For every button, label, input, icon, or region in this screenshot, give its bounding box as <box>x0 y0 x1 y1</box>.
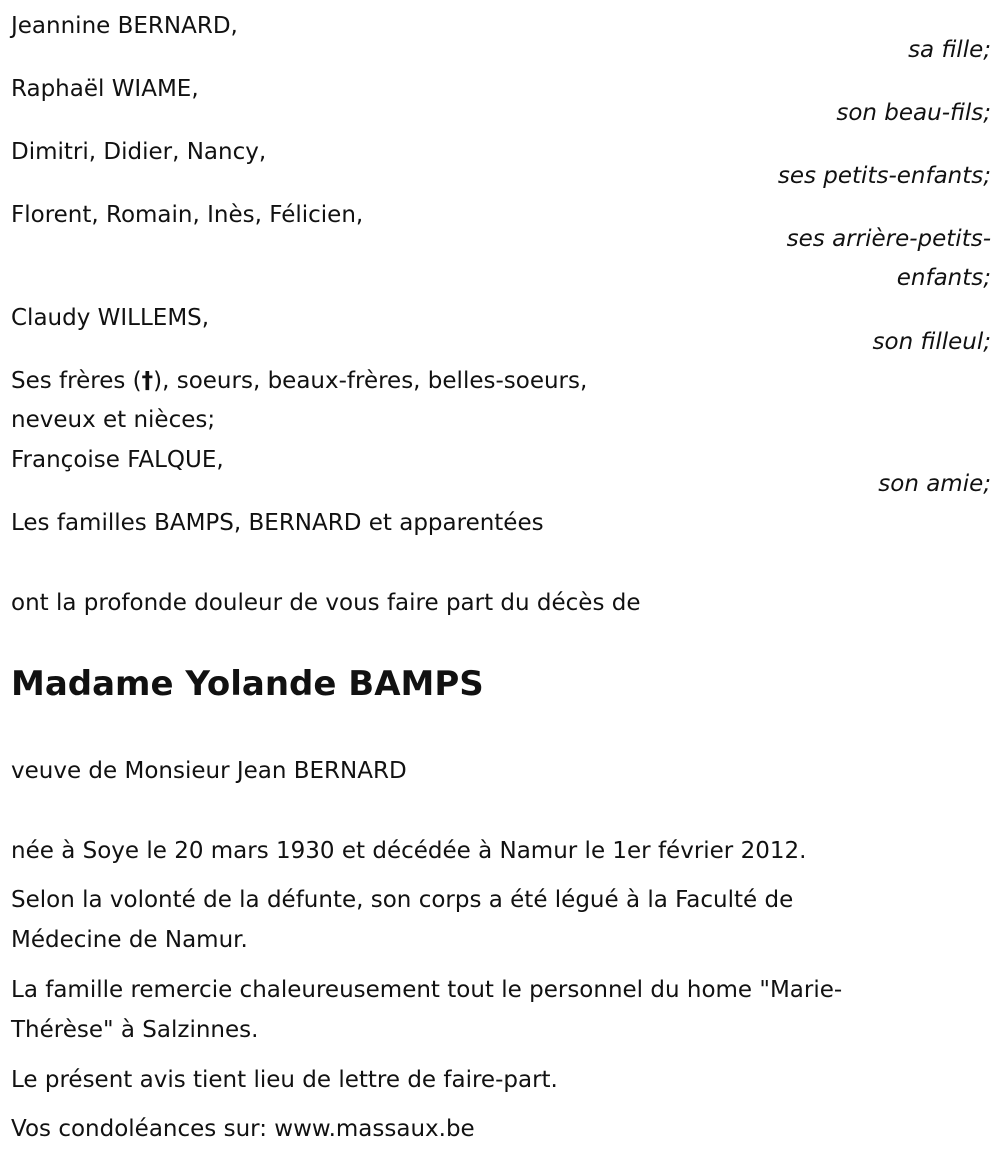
cross-icon: † <box>141 368 154 394</box>
family-member-name: neveux et nièces; <box>11 407 216 433</box>
body-donation-text: Médecine de Namur. <box>11 927 248 953</box>
family-member-name <box>11 367 587 395</box>
family-member-name: Jeannine BERNARD, <box>11 13 238 39</box>
deceased-name: Madame Yolande BAMPS <box>11 664 484 704</box>
family-member-relation: ses arrière-petits- <box>786 226 991 252</box>
family-member-relation: enfants; <box>896 265 991 291</box>
family-text: Ses frères ( <box>11 368 142 394</box>
family-member-name: Raphaël WIAME, <box>11 76 199 102</box>
announcement-text: ont la profonde douleur de vous faire part du décès de <box>11 590 641 616</box>
thanks-text: La famille remercie chaleureusement tout le personnel du home "Marie- <box>11 977 843 1003</box>
birth-death-text: née à Soye le 20 mars 1930 et décédée à Namur le 1er février 2012. <box>11 838 807 864</box>
family-member-name: Dimitri, Didier, Nancy, <box>11 139 267 165</box>
family-member-relation: son amie; <box>878 471 991 497</box>
family-member-name: Françoise FALQUE, <box>11 447 224 473</box>
family-member-name: Claudy WILLEMS, <box>11 305 210 331</box>
body-donation-text: Selon la volonté de la défunte, son corps a été légué à la Faculté de <box>11 887 794 913</box>
family-member-relation: ses petits-enfants; <box>777 163 991 189</box>
family-member-name: Les familles BAMPS, BERNARD et apparentées <box>11 510 544 536</box>
thanks-text: Thérèse" à Salzinnes. <box>11 1017 259 1043</box>
family-member-relation: son filleul; <box>872 329 991 355</box>
family-member-relation: sa fille; <box>908 37 991 63</box>
condolences-link[interactable]: www.massaux.be <box>274 1116 475 1142</box>
widow-of-text: veuve de Monsieur Jean BERNARD <box>11 758 407 784</box>
family-member-relation: son beau-fils; <box>836 100 991 126</box>
condolences-line <box>11 1115 475 1143</box>
condolences-label: Vos condoléances sur: <box>11 1116 275 1142</box>
family-member-name: Florent, Romain, Inès, Félicien, <box>11 202 364 228</box>
family-text: ), soeurs, beaux-frères, belles-soeurs, <box>153 368 588 394</box>
notice-text: Le présent avis tient lieu de lettre de faire-part. <box>11 1067 558 1093</box>
